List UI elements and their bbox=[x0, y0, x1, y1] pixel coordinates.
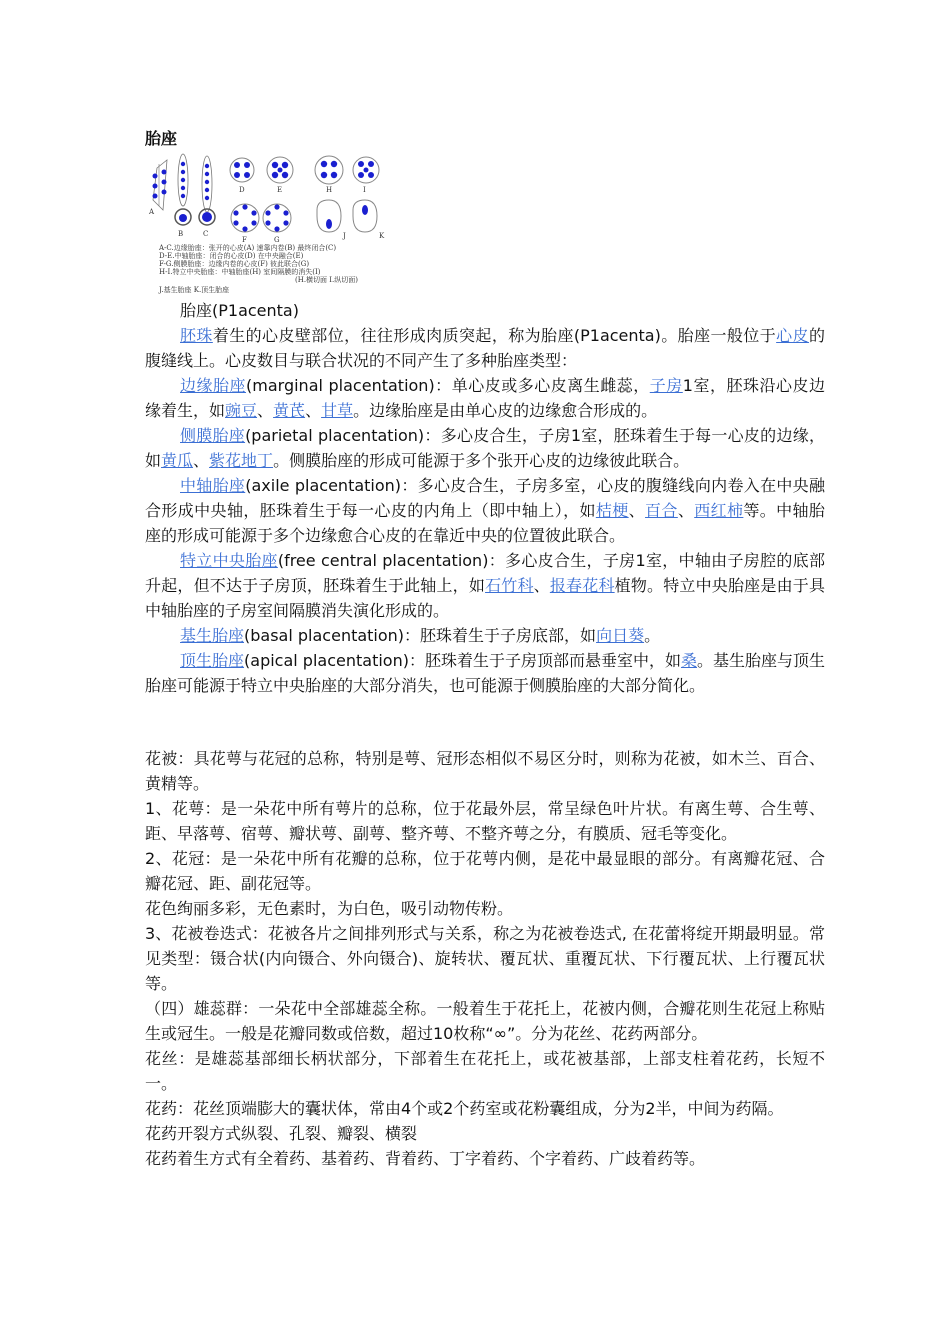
link-viola[interactable]: 紫花地丁 bbox=[209, 451, 274, 470]
link-axile-placentation[interactable]: 中轴胎座 bbox=[180, 476, 246, 495]
svg-text:C: C bbox=[203, 230, 209, 238]
link-primulaceae[interactable]: 报春花科 bbox=[549, 576, 615, 595]
link-apical-placentation[interactable]: 顶生胎座 bbox=[180, 651, 245, 670]
svg-text:J.基生胎座 K.顶生胎座: J.基生胎座 K.顶生胎座 bbox=[159, 286, 230, 294]
paragraph-basal: 基生胎座(basal placentation)：胚珠着生于子房底部，如向日葵。 bbox=[180, 626, 661, 645]
svg-text:H: H bbox=[326, 186, 333, 194]
link-cucumber[interactable]: 黄瓜 bbox=[161, 451, 194, 470]
placentation-figure bbox=[145, 150, 390, 300]
figure-legend bbox=[158, 243, 358, 294]
svg-text:G: G bbox=[274, 236, 280, 244]
paragraph-intro: 胚珠着生的心皮壁部位，往往形成肉质突起，称为胎座(P1acenta)。胎座一般位于心皮的腹缝线上。心皮数目与联合状况的不同产生了多种胎座类型： bbox=[145, 326, 825, 370]
link-tomato[interactable]: 西红柿 bbox=[694, 501, 744, 520]
link-marginal-placentation[interactable]: 边缘胎座 bbox=[180, 376, 247, 395]
paragraph-axile: 中轴胎座(axile placentation)：多心皮合生，子房多室，心皮的腹缝线向内卷入在中央融合形成中央轴，胚珠着生于每一心皮的内角上（即中轴上），如桔梗、百合、西红柿等。中轴胎座的形成可能源于多个边缘愈合心皮的在靠近中央的位置彼此联合。 bbox=[145, 476, 825, 545]
paragraph-anther-attachment: 花药着生方式有全着药、基着药、背着药、丁字着药、个字着药、广歧着药等。 bbox=[145, 1149, 706, 1168]
figure-caption: 胎座(P1acenta) bbox=[180, 301, 299, 320]
paragraph-aestivation: 3、花被卷迭式：花被各片之间排列形式与关系，称之为花被卷迭式, 在花蕾将绽开期最明显。常见类型：镊合状(内向镊合、外向镊合)、旋转状、覆瓦状、重覆瓦状、下行覆瓦状、上行覆瓦状等。 bbox=[145, 924, 825, 993]
paragraph-anther: 花药：花丝顶端膨大的囊状体，常由4个或2个药室或花粉囊组成，分为2半，中间为药隔。 bbox=[145, 1099, 784, 1118]
section-placentation bbox=[145, 298, 825, 698]
figure-letter: A bbox=[149, 208, 155, 216]
link-parietal-placentation[interactable]: 侧膜胎座 bbox=[180, 426, 246, 445]
link-platycodon[interactable]: 桔梗 bbox=[595, 501, 629, 520]
link-mulberry[interactable]: 桑 bbox=[680, 651, 697, 670]
link-basal-placentation[interactable]: 基生胎座 bbox=[180, 626, 245, 645]
figure-j-k-basal-apical bbox=[317, 200, 377, 232]
paragraph-androecium: （四）雄蕊群：一朵花中全部雄蕊全称。一般着生于花托上，花被内侧，合瓣花则生花冠上称贴生或冠生。一般是花瓣同数或倍数，超过10枚称“∞”。分为花丝、花药两部分。 bbox=[145, 999, 825, 1043]
svg-text:F: F bbox=[242, 236, 247, 244]
svg-text:K: K bbox=[379, 232, 385, 240]
link-licorice[interactable]: 甘草 bbox=[321, 401, 354, 420]
paragraph-anther-dehiscence: 花药开裂方式纵裂、孔裂、瓣裂、横裂 bbox=[145, 1124, 418, 1143]
link-caryophyllaceae[interactable]: 石竹科 bbox=[485, 576, 534, 595]
figure-b-c-carpels bbox=[175, 154, 215, 225]
link-ovary[interactable]: 子房 bbox=[649, 376, 683, 395]
svg-text:D-E.中轴胎座：闭合的心皮(D) 在中央融合(E): D-E.中轴胎座：闭合的心皮(D) 在中央融合(E) bbox=[159, 252, 304, 260]
svg-text:B: B bbox=[178, 230, 184, 238]
svg-text:I: I bbox=[363, 186, 366, 194]
section-perianth bbox=[145, 746, 825, 1171]
svg-text:D: D bbox=[239, 186, 245, 194]
figure-h-i-free-central bbox=[315, 156, 379, 184]
link-ovule[interactable]: 胚珠 bbox=[180, 326, 213, 345]
link-carpel[interactable]: 心皮 bbox=[776, 326, 809, 345]
paragraph-apical: 顶生胎座(apical placentation)：胚珠着生于子房顶部而悬垂室中，如桑。基生胎座与顶生胎座可能源于特立中央胎座的大部分消失，也可能源于侧膜胎座的大部分简化。 bbox=[145, 651, 825, 695]
paragraph-calyx: 1、花萼：是一朵花中所有萼片的总称，位于花最外层，常呈绿色叶片状。有离生萼、合生萼、距、早落萼、宿萼、瓣状萼、副萼、整齐萼、不整齐萼之分，有膜质、冠毛等变化。 bbox=[145, 799, 825, 843]
link-pea[interactable]: 豌豆 bbox=[225, 401, 258, 420]
link-free-central-placentation[interactable]: 特立中央胎座 bbox=[180, 551, 278, 570]
paragraph-free-central: 特立中央胎座(free central placentation)：多心皮合生，子房1室，中轴由子房腔的底部升起，但不达于子房顶，胚珠着生于此轴上，如石竹科、报春花科植物。特立中央胎座是由于具中轴胎座的子房室间隔膜消失演化形成的。 bbox=[145, 551, 825, 620]
figure-a-open-carpel bbox=[153, 160, 168, 210]
paragraph-marginal: 边缘胎座(marginal placentation)：单心皮或多心皮离生雌蕊，子房1室，胚珠沿心皮边缘着生，如豌豆、黄芪、甘草。边缘胎座是由单心皮的边缘愈合形成的。 bbox=[145, 376, 825, 420]
link-lily[interactable]: 百合 bbox=[645, 501, 678, 520]
figure-f-g-parietal bbox=[231, 204, 291, 232]
placentation-diagram bbox=[145, 150, 390, 300]
link-astragalus[interactable]: 黄芪 bbox=[273, 401, 306, 420]
svg-text:A-C.边缘胎座：张开的心皮(A) 速靠内卷(B) 最终闭合: A-C.边缘胎座：张开的心皮(A) 速靠内卷(B) 最终闭合(C) bbox=[159, 244, 337, 252]
svg-text:(H.横切面 I.纵切面): (H.横切面 I.纵切面) bbox=[295, 276, 359, 284]
link-sunflower[interactable]: 向日葵 bbox=[596, 626, 645, 645]
paragraph-perianth: 花被：具花萼与花冠的总称，特别是萼、冠形态相似不易区分时，则称为花被，如木兰、百合、黄精等。 bbox=[145, 749, 825, 793]
paragraph-filament: 花丝：是雄蕊基部细长柄状部分，下部着生在花托上，或花被基部，上部支柱着花药，长短不一。 bbox=[145, 1049, 825, 1093]
svg-text:F-G.侧膜胎座：边缘内卷的心皮(F) 彼此联合(G): F-G.侧膜胎座：边缘内卷的心皮(F) 彼此联合(G) bbox=[159, 260, 310, 268]
svg-text:H-I.特立中央胎座：中轴胎座(H) 室间隔膜的消失(I): H-I.特立中央胎座：中轴胎座(H) 室间隔膜的消失(I) bbox=[159, 268, 321, 276]
page-title: 胎座 bbox=[145, 129, 178, 148]
svg-text:J: J bbox=[343, 232, 346, 240]
paragraph-parietal: 侧膜胎座(parietal placentation)：多心皮合生，子房1室，胚珠着生于每一心皮的边缘，如黄瓜、紫花地丁。侧膜胎座的形成可能源于多个张开心皮的边缘彼此联合。 bbox=[145, 426, 825, 470]
svg-text:E: E bbox=[277, 186, 283, 194]
paragraph-corolla: 2、花冠：是一朵花中所有花瓣的总称，位于花萼内侧，是花中最显眼的部分。有离瓣花冠、合瓣花冠、距、副花冠等。 bbox=[145, 849, 825, 893]
figure-d-e-axile bbox=[230, 157, 293, 183]
paragraph-flower-color: 花色绚丽多彩，无色素时，为白色，吸引动物传粉。 bbox=[145, 899, 514, 918]
